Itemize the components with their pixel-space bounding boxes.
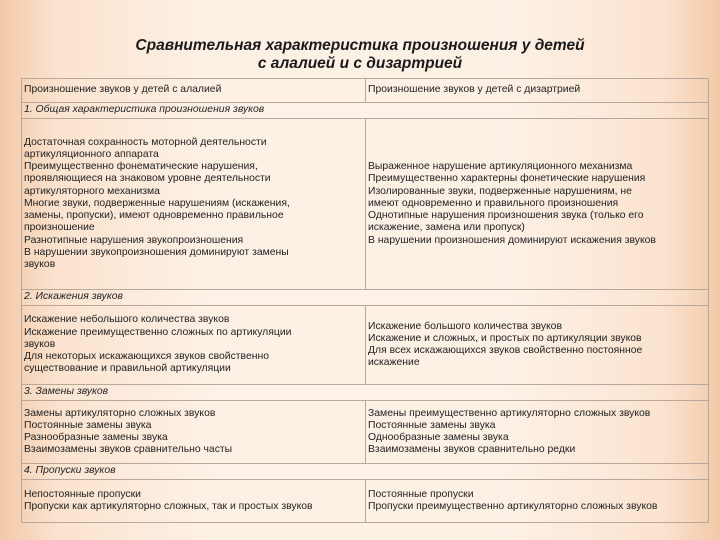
table-header-row — [22, 79, 709, 103]
cell-alalia-general — [22, 119, 366, 290]
text-line: Взаимозамены звуков сравнительно часты — [24, 444, 233, 456]
text-line: Для некоторых искажающихся звуков свойственно — [24, 351, 269, 363]
cell-alalia-substitutions — [22, 401, 366, 464]
text-line: Искажение большого количества звуков — [368, 320, 562, 332]
page-title-line-2: с алалией и с дизартрией — [257, 55, 463, 72]
text-line: артикуляционного аппарата — [24, 149, 159, 161]
text-line: артикуляторного механизма — [24, 185, 160, 197]
cell-dysarthria-distortions — [366, 306, 709, 385]
text-line: Многие звуки, подверженные нарушениям (искажения, — [24, 197, 290, 209]
cell-dysarthria-general — [366, 119, 709, 290]
table-row — [22, 119, 709, 290]
text-line: Преимущественно характерны фонетические нарушения — [368, 173, 646, 185]
text-line: В нарушении произношения доминируют искажения звуков — [368, 234, 656, 246]
page-title — [0, 37, 720, 73]
text-line: Замены преимущественно артикуляторно сложных звуков — [368, 407, 651, 419]
text-line: существование и правильной артикуляции — [24, 363, 231, 375]
text-line: Постоянные пропуски — [368, 488, 474, 500]
text-line: Искажение небольшого количества звуков — [24, 314, 230, 326]
header-alalia: Произношение звуков у детей с алалией — [22, 79, 366, 103]
text-line: Искажение и сложных, и простых по артикуляции звуков — [368, 332, 642, 344]
text-line: Постоянные замены звука — [24, 419, 152, 431]
text-line: Разнотипные нарушения звукопроизношения — [24, 234, 244, 246]
text-line: Непостоянные пропуски — [24, 488, 141, 500]
text-line: Разнообразные замены звука — [24, 432, 168, 443]
section-heading-distortions: 2. Искажения звуков — [22, 290, 709, 306]
text-line: звуков — [24, 338, 56, 350]
text-line: Пропуски преимущественно артикуляторно сложных звуков — [368, 501, 658, 512]
table-row — [22, 480, 709, 523]
header-dysarthria: Произношение звуков у детей с дизартрией — [366, 79, 709, 103]
cell-alalia-distortions — [22, 306, 366, 385]
table-row — [22, 306, 709, 385]
text-line: искажение — [368, 357, 420, 369]
section-row — [22, 103, 709, 119]
text-line: Достаточная сохранность моторной деятельности — [24, 136, 267, 148]
text-line: искажение, замена или пропуск) — [368, 222, 525, 234]
text-line: Взаимозамены звуков сравнительно редки — [368, 444, 576, 456]
table-row — [22, 401, 709, 464]
text-line: проявляющиеся на знаковом уровне деятельности — [24, 173, 271, 185]
text-line: звуков — [24, 258, 56, 270]
cell-dysarthria-substitutions — [366, 401, 709, 464]
section-heading-substitutions: 3. Замены звуков — [22, 385, 709, 401]
text-line: Изолированные звуки, подверженные нарушениям, не — [368, 185, 632, 197]
cell-dysarthria-omissions — [366, 480, 709, 523]
text-line: Однообразные замены звука — [368, 432, 509, 443]
text-line: Однотипные нарушения произношения звука (только его — [368, 210, 644, 222]
text-line: произношение — [24, 222, 95, 234]
section-heading-omissions: 4. Пропуски звуков — [22, 464, 709, 480]
page-title-line-1: Сравнительная характеристика произношения у детей — [135, 37, 585, 54]
text-line: Постоянные замены звука — [368, 419, 496, 431]
section-row — [22, 464, 709, 480]
comparison-table — [21, 78, 709, 523]
section-row — [22, 290, 709, 306]
text-line: Для всех искажающихся звуков свойственно постоянное — [368, 345, 643, 356]
text-line: имеют одновременно и правильного произношения — [368, 197, 619, 209]
text-line: замены, пропуски), имеют одновременно правильное — [24, 210, 284, 222]
text-line: Искажение преимущественно сложных по артикуляции — [24, 326, 292, 338]
text-line: Пропуски как артикуляторно сложных, так и простых звуков — [24, 501, 313, 512]
text-line: Преимущественно фонематические нарушения, — [24, 161, 258, 173]
cell-alalia-omissions — [22, 480, 366, 523]
text-line: Выраженное нарушение артикуляционного механизма — [368, 161, 633, 173]
text-line: В нарушении звукопроизношения доминируют замены — [24, 246, 289, 258]
text-line: Замены артикуляторно сложных звуков — [24, 407, 216, 419]
section-heading-general: 1. Общая характеристика произношения звуков — [22, 103, 709, 119]
section-row — [22, 385, 709, 401]
